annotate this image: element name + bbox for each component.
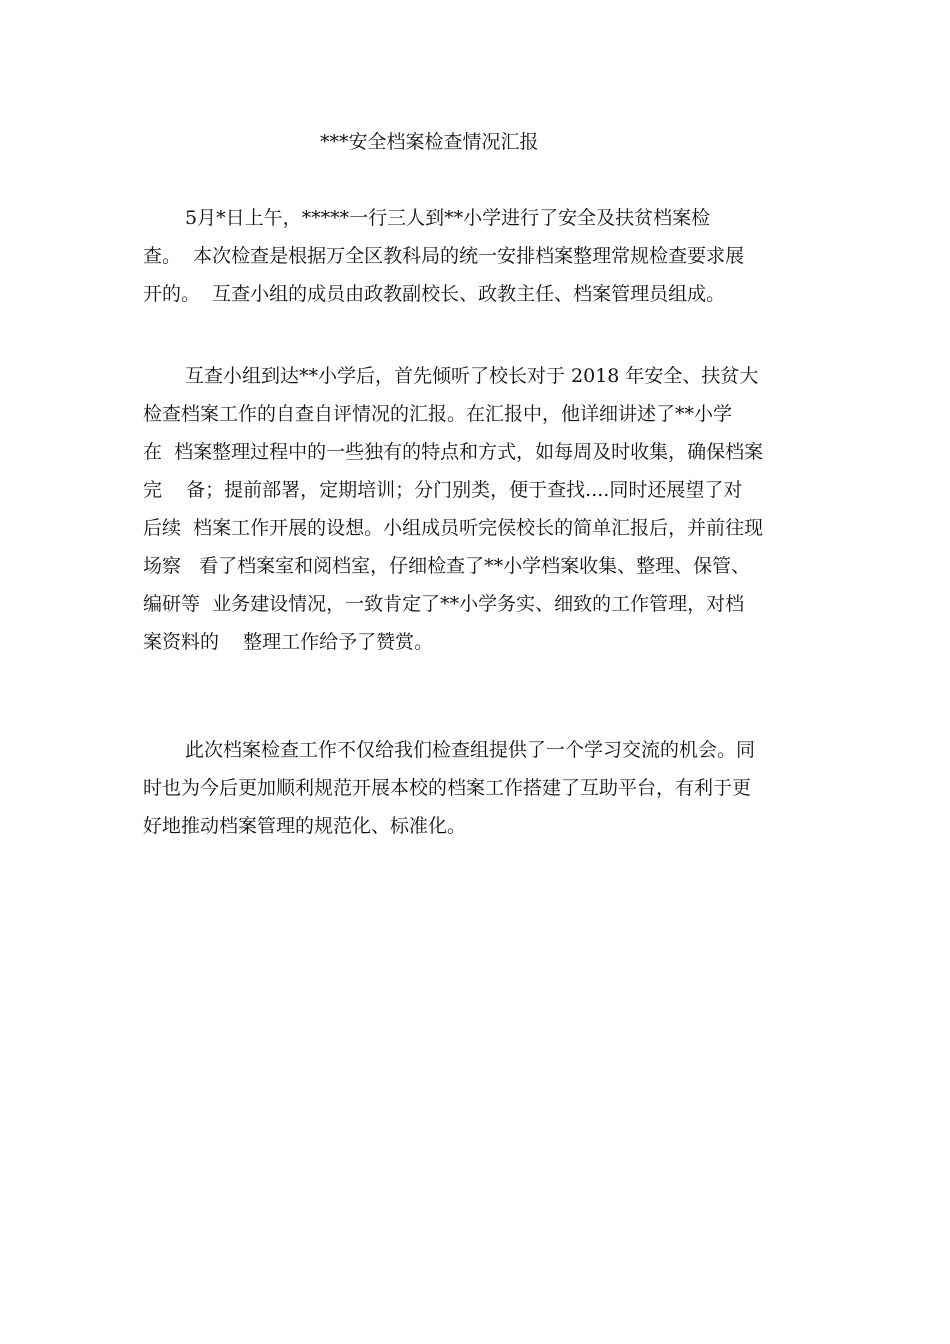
- paragraph-line: 在 档案整理过程中的一些独有的特点和方式，如每周及时收集，确保档案: [143, 441, 764, 463]
- paragraph-line: 此次档案检查工作不仅给我们检查组提供了一个学习交流的机会。同: [185, 739, 756, 761]
- paragraph-line: 完 备；提前部署，定期培训；分门别类，便于查找....同时还展望了对: [143, 479, 743, 501]
- paragraph-line: 查。 本次检查是根据万全区教科局的统一安排档案整理常规检查要求展: [143, 245, 745, 267]
- paragraph-line: 5月*日上午，*****一行三人到**小学进行了安全及扶贫档案检: [185, 207, 711, 229]
- paragraph-line: 时也为今后更加顺利规范开展本校的档案工作搭建了互助平台，有利于更: [143, 777, 752, 799]
- paragraph-3: [143, 731, 823, 845]
- paragraph-line: 场察 看了档案室和阅档室，仔细检查了**小学档案收集、整理、保管、: [143, 555, 751, 577]
- paragraph-line: 好地推动档案管理的规范化、标准化。: [143, 815, 467, 837]
- paragraph-line: 编研等 业务建设情况，一致肯定了**小学务实、细致的工作管理，对档: [143, 593, 745, 615]
- paragraph-1: [143, 199, 823, 313]
- paragraph-line: 后续 档案工作开展的设想。小组成员听完侯校长的简单汇报后，并前往现: [143, 517, 764, 539]
- document-title: ***安全档案检查情况汇报: [320, 131, 539, 153]
- paragraph-line: 检查档案工作的自查自评情况的汇报。在汇报中，他详细讲述了**小学: [143, 403, 733, 425]
- paragraph-line: 案资料的 整理工作给予了赞赏。: [143, 631, 434, 653]
- paragraph-2: [143, 357, 823, 661]
- paragraph-line: 互查小组到达**小学后，首先倾听了校长对于 2018 年安全、扶贫大: [185, 365, 759, 387]
- paragraph-line: 开的。 互查小组的成员由政教副校长、政教主任、档案管理员组成。: [143, 283, 726, 305]
